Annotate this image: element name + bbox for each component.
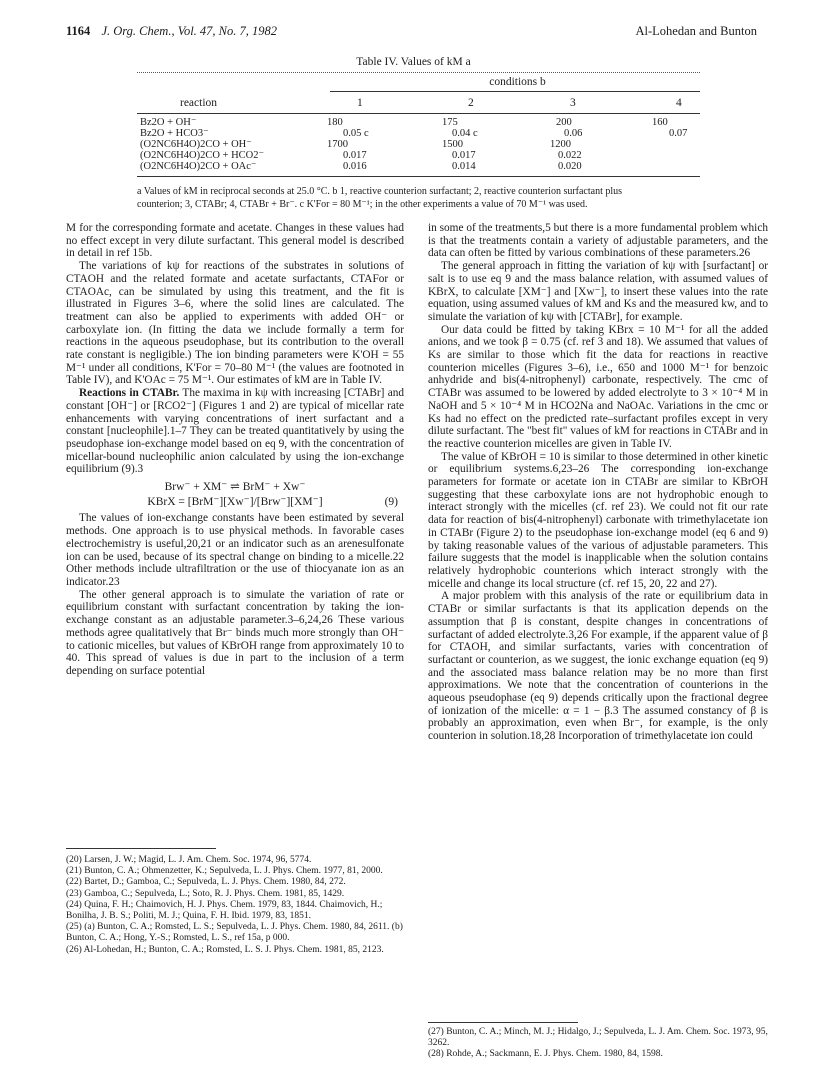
table-cell: 200 [556,117,572,128]
paragraph: Our data could be fitted by taking KBrx = 10 M⁻¹ for all the added anions, and we took β = 0.75 (cf. ref 3 and 18). We assumed that values of Ks are similar to those which fit the data for reactions in reactive counterion micelles (Figures 3–6), i.e., 650 and 1000 M⁻¹ for benzoic anhydride and bis(4-nitrophenyl) carbonate, respectively. The cmc of CTABr was assumed to be lowered by added electrolyte to 3 × 10⁻⁴ M in NaOH and 5 × 10⁻⁴ M in HCO2Na and NaOAc. Variations in the cmc or Ks had no effect on the predicted rate–surfactant profiles except in very dilute surfactant. The "best fit" values of kM for reactions in CTABr and in the reactive counterion micelles are given in Table IV. [428,323,768,450]
paragraph-text: The maxima in kψ with increasing [CTABr] and constant [OH⁻] or [RCO2⁻] (Figures 1 and 2) are typical of micellar rate enhancements with varying concentrations of inert surfactant and a constant [nucleophile].1–7 They can be treated quantitatively by using the pseudophase ion-exchange model based on eq 9, with the concentration of micellar-bound nucleophilic anion calculated by using the ion-exchange equilibrium (9).3 [66,387,404,476]
condition-3-header: 3 [570,97,576,109]
paragraph: The variations of kψ for reactions of the substrates in solutions of CTAOH and the related formate and acetate surfactants, CTAFor or CTAOAc, can be simulated by using this treatment, and the fit is illustrated in Figures 3–6, where the solid lines are calculated. The treatment can also be applied to experiments with added OH⁻ or carboxylate ion. (In fitting the data we include formally a term for reactions in the aqueous pseudophase, but its contribution to the overall rate constant is negligible.) The ion binding parameters were K'OH = 55 M⁻¹ under all conditions, K'For = 70–80 M⁻¹ (the values are footnoted in Table IV), and K'OAc = 75 M⁻¹. Our estimates of kM are in Table IV. [66,260,404,387]
conditions-rule [330,91,700,92]
paragraph: The values of ion-exchange constants have been estimated by several methods. One approach is to use physical methods. In favorable cases electrochemistry is useful,20,21 or an indicator such as an arenesulfonate ion can be used, because of its spectral change on binding to a micelle.22 Other methods include ultrafiltration or the use of thiocyanate ion as an indicator.23 [66,512,404,588]
table-cell-reaction: (O2NC6H4O)2CO + OH⁻ [140,139,252,150]
journal-citation: J. Org. Chem., Vol. 47, No. 7, 1982 [101,24,278,38]
condition-2-header: 2 [468,97,474,109]
left-column [66,222,404,678]
table-cell: 0.05 c [343,128,369,139]
table-cell: 0.017 [452,150,476,161]
table-title: Table IV. Values of kM a [356,56,471,68]
table-cell: 160 [652,117,668,128]
reference: (22) Bartet, D.; Gamboa, C.; Sepulveda, L. J. Phys. Chem. 1980, 84, 272. [66,877,346,888]
condition-1-header: 1 [357,97,363,109]
reference: (23) Gamboa, C.; Sepulveda, L.; Soto, R. J. Phys. Chem. 1981, 85, 1429. [66,888,345,899]
paragraph: A major problem with this analysis of the rate or equilibrium data in CTABr or similar surfactants is that its application depends on the assumption that β is constant, despite changes in concentrations of surfactant of added electrolyte.3,26 For example, if the apparent value of β for CTAOH, and similar surfactants, varies with concentration of surfactant or counterion, as we suggest, the ionic exchange equation (eq 9) and the associated mass balance relation may be no more than first approximations. We note that the concentration of counterions in the aqueous pseudophase (eq 9) depends critically upon the fractional degree of ionization of the micelle: α = 1 − β.3 The assumed constancy of β is probably an approximation, even when Br⁻, for example, is the only counterion in solution.18,28 Incorporation of trimethylacetate ion could [428,590,768,743]
table-cell: 0.016 [343,161,367,172]
table-cell-reaction: (O2NC6H4O)2CO + HCO2⁻ [140,150,265,161]
page-number: 1164 [66,24,91,38]
equation-line [66,496,404,509]
running-head-left [66,24,277,39]
reference: (24) Quina, F. H.; Chaimovich, H. J. Phys. Chem. 1979, 83, 1844. Chaimovich, H.; Bonilha, J. B. S.; Politi, M. J.; Quina, F. H. Ibid. 1979, 83, 1851. [66,899,383,922]
table-cell: 175 [442,117,458,128]
table-cell-reaction: Bz2O + HCO3⁻ [140,128,209,139]
section-heading: Reactions in CTABr. [79,387,180,400]
table-footnote-line: counterion; 3, CTABr; 4, CTABr + Br⁻. c K'For = 80 M⁻¹; in the other experiments a value of 70 M⁻¹ was used. [137,198,588,210]
paragraph [66,387,404,476]
left-references [66,855,404,956]
equation-line: Brw⁻ + XM⁻ ⇌ BrM⁻ + Xw⁻ [164,481,306,494]
table-header-rule [137,113,700,114]
paragraph: in some of the treatments,5 but there is a more fundamental problem which is that the treatments contain a variety of adjustable parameters, and the data can often be fitted by various combinations of these parameters.26 [428,222,768,260]
running-head [66,24,757,42]
table-cell: 0.014 [452,161,476,172]
equation-number: (9) [384,495,398,508]
equation-text: KBrX = [BrM⁻][Xw⁻]/[Brw⁻][XM⁻] [147,495,323,508]
table-cell: 0.04 c [452,128,478,139]
running-head-authors: Al-Lohedan and Bunton [635,24,757,38]
table-cell: 0.022 [558,150,582,161]
footnote-rule [66,848,216,849]
table-cell: 180 [327,117,343,128]
paragraph: M for the corresponding formate and acetate. Changes in these values had no effect except in very dilute surfactant. This general model is described in detail in ref 15b. [66,222,404,260]
table-cell: 1500 [442,139,463,150]
conditions-header: conditions b [489,76,546,88]
table-cell: 0.017 [343,150,367,161]
reference: (26) Al-Lohedan, H.; Bunton, C. A.; Romsted, L. S. J. Phys. Chem. 1981, 85, 2123. [66,944,384,955]
table-footnotes [137,186,700,211]
right-references [428,1027,768,1061]
table-top-rule [137,72,700,73]
table-cell: 0.07 [669,128,688,139]
table-footnote-line: a Values of kM in reciprocal seconds at 25.0 °C. b 1, reactive counterion surfactant; 2, reactive counterion surfactant plus [137,186,623,197]
reference: (27) Bunton, C. A.; Minch, M. J.; Hidalgo, J.; Sepulveda, L. J. Am. Chem. Soc. 1973, 95, 3262. [428,1027,768,1049]
table-cell-reaction: Bz2O + OH⁻ [140,117,197,128]
reference: (21) Bunton, C. A.; Ohmenzetter, K.; Sepulveda, L. J. Phys. Chem. 1977, 81, 2000. [66,866,383,877]
reference: (20) Larsen, J. W.; Magid, L. J. Am. Chem. Soc. 1974, 96, 5774. [66,855,312,865]
table-cell: 0.020 [558,161,582,172]
right-column [428,222,768,743]
table-cell-reaction: (O2NC6H4O)2CO + OAc⁻ [140,161,257,172]
table-bottom-rule [137,176,700,177]
reference: (25) (a) Bunton, C. A.; Romsted, L. S.; Sepulveda, L. J. Phys. Chem. 1980, 84, 2611. (b) Bunton, C. A.; Hong, Y.-S.; Romsted, L. S., ref 15a, p 000. [66,922,403,944]
footnote-rule [428,1022,578,1023]
table-cell: 1200 [550,139,571,150]
paragraph: The value of KBrOH = 10 is similar to those determined in other kinetic or equilibrium systems.6,23–26 The corresponding ion-exchange parameters for formate or acetate ion in CTABr are similar to KBrOH suggesting that these carboxylate ions are not hydrophobic enough to interact strongly with the micelles (cf. ref 23). We could not fit our rate data for reaction of bis(4-nitrophenyl) carbonate with trimethylacetate ion in CTABr (Figure 2) to the pseudophase ion-exchange model (eq 6 and 9) by taking reasonable values of the various of adjustable parameters. This failure suggests that the model is inapplicable when the solution contains relatively hydrophobic counterions which interact strongly with the micelle and change its local structure (cf. ref 15, 20, 22 and 27). [428,450,768,590]
table-cell: 0.06 [564,128,583,139]
table-cell: 1700 [327,139,348,150]
paragraph: The other general approach is to simulate the variation of rate or equilibrium constant with surfactant concentration by taking the ion-exchange constant as an adjustable parameter.3–6,24,26 These various methods agree qualitatively that Br⁻ binds much more strongly than OH⁻ to cationic micelles, but values of KBrOH range from approximately 10 to 40. This spread of values is due in part to the inclusion of a term depending on surface potential [66,588,404,677]
reference: (28) Rohde, A.; Sackmann, E. J. Phys. Chem. 1980, 84, 1598. [428,1049,663,1060]
condition-4-header: 4 [676,97,682,109]
paragraph: The general approach in fitting the variation of kψ with [surfactant] or salt is to use eq 9 and the mass balance relation, with assumed values of KBrX, to calculate [XM⁻] and [Xw⁻], to insert these values into the rate equation, using assumed values of kM and Ks and the measured kw, and to simulate the variation of kψ with [CTABr], for example. [428,260,768,323]
reaction-column-header: reaction [180,97,218,109]
